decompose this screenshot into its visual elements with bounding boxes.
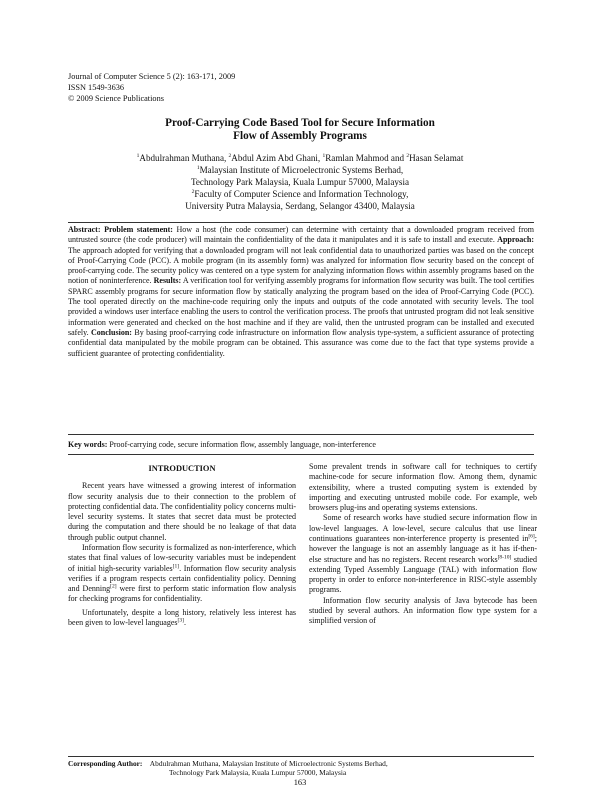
corresponding-author-label: Corresponding Author: <box>68 759 143 768</box>
author-list <box>60 152 540 164</box>
journal-citation: Journal of Computer Science 5 (2): 163-171, 2009 <box>68 72 236 81</box>
page-number: 163 <box>293 778 307 787</box>
citation-2: [2] <box>110 583 117 590</box>
problem-statement-label: Problem statement: <box>104 225 173 234</box>
abstract <box>68 225 534 359</box>
affiliation-2-name: Faculty of Computer Science and Information Technology, <box>194 189 409 199</box>
intro-paragraph-2 <box>68 543 296 605</box>
intro-paragraph-5 <box>309 513 537 595</box>
intro-paragraph-2-part-2: . Information flow security analysis verifies if a program respects certain confidentiality policy. Denning and Denning <box>68 563 296 594</box>
affiliation-1-mark: 1 <box>196 164 200 171</box>
author-4-affiliation-mark: 2 <box>406 152 410 159</box>
author-3: Ramlan Mahmod and <box>325 153 407 163</box>
footer-rule <box>68 756 534 757</box>
corresponding-author-line-1 <box>68 759 534 768</box>
affiliation-2-line-1 <box>60 188 540 200</box>
author-block <box>60 152 540 212</box>
affiliation-2-line-2: University Putra Malaysia, Serdang, Selangor 43400, Malaysia <box>185 201 415 211</box>
intro-paragraph-1: Recent years have witnessed a growing interest of information flow security analysis due to their connection to the problem of protecting confidential data. The confidentiality policy concerns multi-level security systems. It states that secret data must be protected during the computation and there should be no leakage of that data through public output channel. <box>68 481 296 542</box>
paper-title <box>60 117 540 143</box>
journal-issn: ISSN 1549-3636 <box>68 83 125 92</box>
citation-3: [3] <box>177 617 184 624</box>
intro-paragraph-3-part-1: Unfortunately, despite a long history, relatively less interest has been given to low-level languages <box>68 607 296 627</box>
right-column <box>309 462 537 627</box>
author-1-affiliation-mark: 1 <box>136 152 140 159</box>
affiliation-1-line-2: Technology Park Malaysia, Kuala Lumpur 57000, Malaysia <box>190 177 410 187</box>
intro-paragraph-3-part-2: . <box>183 617 186 627</box>
journal-header <box>68 71 235 104</box>
affiliation-2-mark: 2 <box>191 188 195 195</box>
keywords <box>68 440 534 450</box>
abstract-label: Abstract: <box>68 225 101 234</box>
introduction-heading: INTRODUCTION <box>148 464 216 473</box>
intro-paragraph-2-part-3: were first to perform static information flow analysis for checking programs for confidentiality. <box>68 584 297 604</box>
corresponding-author <box>68 759 534 778</box>
conclusion-text: By basing proof-carrying code infrastructure on information flow analysis type-system, a sufficient assurance of protecting confidential data manipulated by the mobile program can be obtained. This assurance was come due to the fact that type systems provide a sufficient guarantee of protecting confidentiality. <box>68 327 534 358</box>
author-2-affiliation-mark: 2 <box>228 152 232 159</box>
keywords-text: Proof-carrying code, secure information flow, assembly language, non-interference <box>109 440 376 449</box>
intro-paragraph-5-part-3: studied extending Typed Assembly Language (TAL) with information flow property in order to enforce non-interference in RISC-style assembly programs. <box>309 554 537 595</box>
author-4: Hasan Selamat <box>409 153 464 163</box>
intro-paragraph-6: Information flow security analysis of Java bytecode has been studied by several authors. An information flow type system for a simplified version of <box>309 595 537 626</box>
author-1: Abdulrahman Muthana, <box>139 153 229 163</box>
journal-copyright: © 2009 Science Publications <box>68 94 164 103</box>
keywords-bottom-rule <box>68 454 534 455</box>
citation-8-10: [8-10] <box>497 553 512 560</box>
problem-statement-text: How a host (the code consumer) can determine with certainty that a downloaded program received from untrusted source (the code producer) will maintain the confidentiality of the data it manipulates and it is safe to install and execute. <box>68 225 534 245</box>
abstract-bottom-rule <box>68 434 534 435</box>
author-2: Abdul Azim Abd Ghani, <box>231 153 323 163</box>
intro-paragraph-2-part-1: Information flow security is formalized as non-interference, which states that final values of low-security variables must be independent of initial high-security variables <box>68 542 296 573</box>
intro-paragraph-4: Some prevalent trends in software call for techniques to certify machine-code for secure information flow. Among them, dynamic extensibility, where a trusted computing system is extended by importing and executing untrusted mobile code. For example, web browsers plug-ins and operating systems extensions. <box>309 462 537 513</box>
approach-label: Approach: <box>497 235 534 245</box>
corresponding-author-line-2: Technology Park Malaysia, Kuala Lumpur 57000, Malaysia <box>169 768 347 778</box>
approach-text: The approach adopted for verifying that a downloaded program will not leak confidential data to unauthorized parties was based on the concept of Proof-Carrying Code (PCC). A mobile program (in its assembly form) was analyzed for information flow security based on the concept of proof-carrying code. The security policy was centered on a type system for analyzing information flows within assembly programs based on the notion of noninterference. <box>68 245 534 286</box>
results-text: A verification tool for verifying assembly programs for information flow security was built. The tool certifies SPARC assembly programs for secure information flow by statically analyzing the program based on the idea of Proof-Carrying Code (PCC). The tool operated directly on the machine-code requiring only the inputs and outputs of the code annotated with security levels. The tool provided a windows user interface enabling the users to control the verification process. The proofs that untrusted program did not leak sensitive information were generated and checked on the host machine and if they are valid, then the untrusted program can be installed and executed safely. <box>68 276 535 337</box>
results-label: Results: <box>153 276 182 286</box>
abstract-top-rule <box>68 222 534 223</box>
left-column <box>68 462 296 628</box>
corresponding-author-name: Abdulrahman Muthana, Malaysian Institute of Microelectronic Systems Berhad, <box>149 759 388 768</box>
keywords-label: Key words: <box>68 440 108 449</box>
author-3-affiliation-mark: 1 <box>322 152 326 159</box>
title-line-1: Proof-Carrying Code Based Tool for Secure Information <box>165 117 435 129</box>
citation-6: [6] <box>528 533 535 540</box>
affiliation-1-line-1 <box>60 164 540 176</box>
conclusion-label: Conclusion: <box>91 327 132 337</box>
title-line-2: Flow of Assembly Programs <box>233 130 367 142</box>
intro-paragraph-5-part-2: ; however the language is not an assembly language as it has if-then-else structure and has no registers. Recent research works <box>309 533 537 564</box>
intro-paragraph-5-part-1: Some of research works have studied secure information flow in low-level languages. A low-level, secure calculus that use linear continuations guarantees non-interference property is presented in <box>309 513 537 543</box>
affiliation-1-name: Malaysian Institute of Microelectronic Systems Berhad, <box>199 165 404 175</box>
citation-1: [1] <box>172 562 180 569</box>
intro-paragraph-3 <box>68 608 296 629</box>
